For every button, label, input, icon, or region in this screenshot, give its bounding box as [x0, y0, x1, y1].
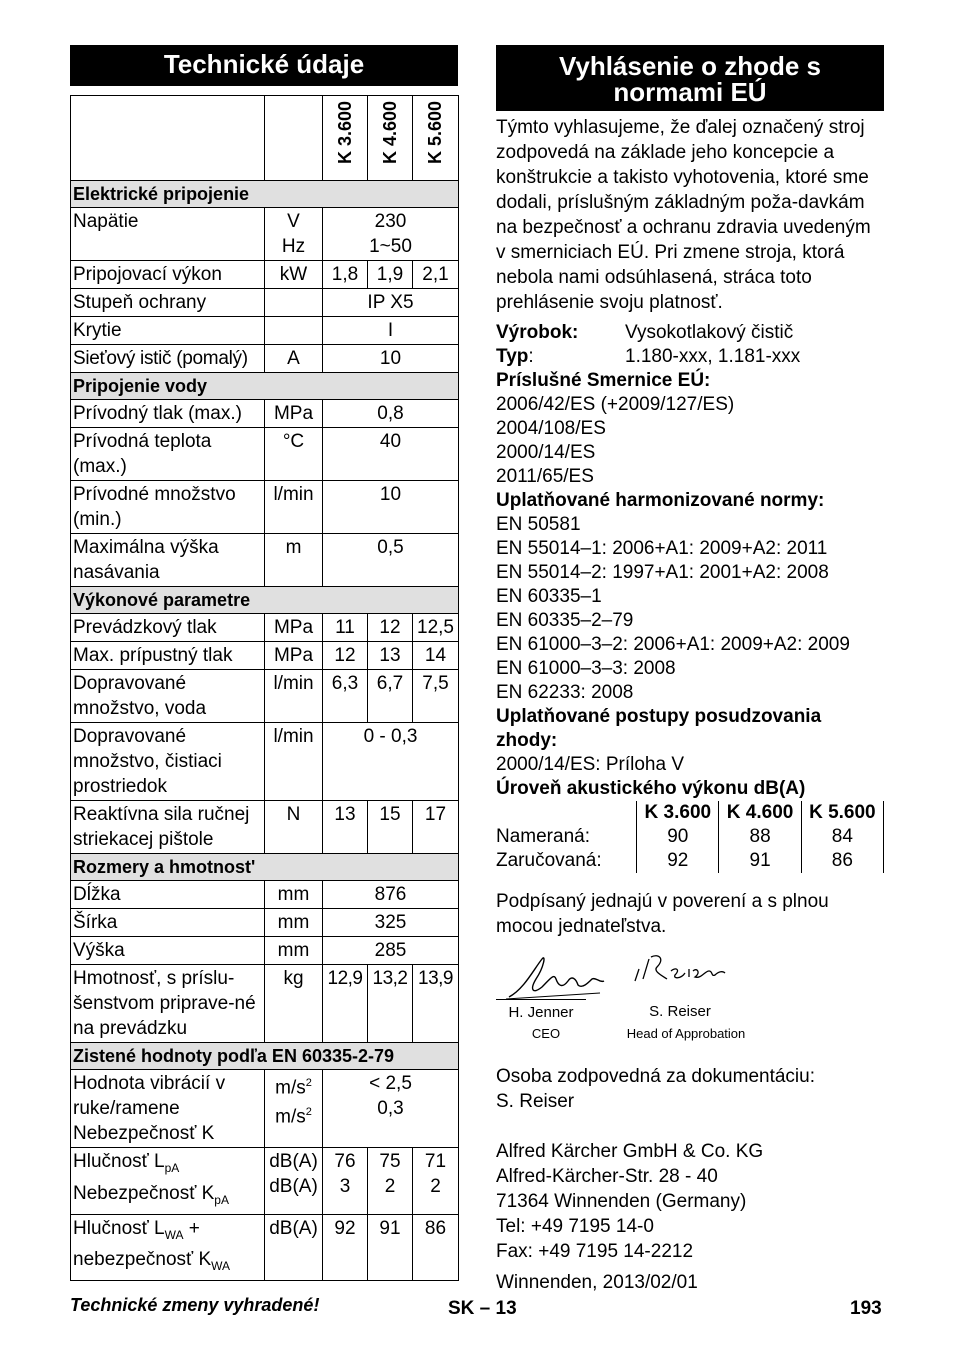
signer1-name: H. Jenner	[496, 999, 586, 1025]
table-row: Maximálna výška nasávania m 0,5	[71, 534, 459, 587]
signature-reiser-icon	[631, 949, 731, 994]
procedures-value: 2000/14/ES: Príloha V	[496, 754, 685, 775]
table-row: Dopravované množstvo, čistiaci prostriedok l/min 0 - 0,3	[71, 723, 459, 801]
table-row: K 3.600 K 4.600 K 5.600	[496, 801, 884, 825]
sound-heading: Úroveň akustického výkonu dB(A)	[496, 778, 806, 799]
directives-heading: Príslušné Smernice EÚ:	[496, 370, 711, 391]
declaration-intro: Týmto vyhlasujeme, že ďalej označený stroj zodpovedá na základe jeho koncepcie a konštrukcie a takisto vyhotovenia, ktoré sme dodali, príslušným základným poža-davkám na bezpečnosť a ochranu zdravia uvedeným v smerniciach EÚ. Pri zmene stroja, ktorá nebola nami odsúhlasená, stráca toto prehlásenie svoju platnosť.	[496, 117, 871, 313]
table-row: Hodnota vibrácií v ruke/ramene Nebezpečnosť K $m/s^2$ $m/s^2$ < 2,5 0,3	[71, 1070, 459, 1148]
signer2-role: Head of Approbation	[626, 1026, 746, 1041]
table-row: Šírka mm 325	[71, 909, 459, 937]
table-row: Dopravované množstvo, voda l/min 6,3 6,7 7,5	[71, 670, 459, 723]
section-header: Pripojenie vody	[71, 373, 459, 400]
norm-item: EN 62233: 2008	[496, 682, 634, 703]
place-date: Winnenden, 2013/02/01	[496, 1272, 698, 1293]
doc-person-name: S. Reiser	[496, 1091, 575, 1112]
norm-item: EN 60335–2–79	[496, 610, 634, 631]
table-row: Sieťový istič (pomalý) A 10	[71, 345, 459, 373]
section-header: Zistené hodnoty podľa EN 60335-2-79	[71, 1043, 459, 1070]
directive-item: 2011/65/ES	[496, 466, 594, 487]
table-row: Prívodné množstvo (min.) l/min 10	[71, 481, 459, 534]
table-row: Hlučnosť $L_{WA}$ + nebezpečnosť $K_{WA}$ dB(A) 92 91 86	[71, 1214, 459, 1281]
procedures-heading: Uplatňované postupy posudzovania zhody:	[496, 706, 822, 751]
norm-item: EN 50581	[496, 514, 581, 535]
section-header: Rozmery a hmotnost'	[71, 854, 459, 881]
product-row: Výrobok: Vysokotlakový čistič	[496, 322, 794, 343]
table-row: Napätie V Hz 230 1~50	[71, 208, 459, 261]
declaration-column	[496, 45, 884, 1295]
signer1-role: CEO	[531, 1026, 561, 1041]
norm-item: EN 61000–3–3: 2008	[496, 658, 676, 679]
technical-data-table	[70, 95, 459, 1281]
norms-heading: Uplatňované harmonizované normy:	[496, 490, 825, 511]
table-row: Prívodný tlak (max.) MPa 0,8	[71, 400, 459, 428]
table-row: Zaručovaná: 92 91 86	[496, 849, 884, 873]
page-label: SK – 13	[448, 1298, 517, 1319]
technical-changes-note: Technické zmeny vyhradené!	[70, 1295, 320, 1316]
table-row: Prívodná teplota (max.) °C 40	[71, 428, 459, 481]
model-header: K 5.600	[425, 101, 445, 165]
directive-item: 2000/14/ES	[496, 442, 596, 463]
page-number: 193	[850, 1298, 882, 1319]
declaration-title: Vyhlásenie o zhode s normami EÚ	[496, 45, 884, 111]
table-row: Pripojovací výkon kW 1,8 1,9 2,1	[71, 261, 459, 289]
directive-item: 2006/42/ES (+2009/127/ES)	[496, 394, 735, 415]
table-row: Stupeň ochrany IP X5	[71, 289, 459, 317]
table-row: Max. prípustný tlak MPa 12 13 14	[71, 642, 459, 670]
technical-data-title: Technické údaje	[70, 45, 458, 86]
norm-item: EN 55014–1: 2006+A1: 2009+A2: 2011	[496, 538, 828, 559]
signer2-name: S. Reiser	[649, 1003, 711, 1020]
table-row: Hmotnosť, s príslu-šenstvom priprave-né na prevádzku kg 12,9 13,2 13,9	[71, 965, 459, 1043]
table-row: Prevádzkový tlak MPa 11 12 12,5	[71, 614, 459, 642]
table-row: Nameraná: 90 88 84	[496, 825, 884, 849]
table-row: Dĺžka mm 876	[71, 881, 459, 909]
table-row: Výška mm 285	[71, 937, 459, 965]
table-row: Krytie I	[71, 317, 459, 345]
model-header: K 4.600	[379, 101, 400, 165]
table-header-row	[71, 96, 459, 181]
norm-item: EN 61000–3–2: 2006+A1: 2009+A2: 2009	[496, 634, 850, 655]
type-row: Typ: 1.180-xxx, 1.181-xxx	[496, 346, 801, 367]
sound-power-table	[496, 801, 884, 873]
directive-item: 2004/108/ES	[496, 418, 606, 439]
section-header: Výkonové parametre	[71, 587, 459, 614]
signatures	[496, 949, 884, 1044]
table-row: Reaktívna sila ručnej striekacej pištole N 13 15 17	[71, 801, 459, 854]
model-header: K 3.600	[334, 101, 355, 165]
norm-item: EN 55014–2: 1997+A1: 2001+A2: 2008	[496, 562, 829, 583]
technical-data-column	[70, 45, 458, 1316]
section-header: Elektrické pripojenie	[71, 181, 459, 208]
company-address: Alfred Kärcher GmbH & Co. KG Alfred-Kärcher-Str. 28 - 40 71364 Winnenden (Germany) Tel: +49 7195 14-0 Fax: +49 7195 14-2212	[496, 1141, 764, 1262]
norm-item: EN 60335–1	[496, 586, 602, 607]
table-row: Hlučnosť $L_{pA}$ Nebezpečnosť $K_{pA}$ dB(A) dB(A) 76 3 75 2 71 2	[71, 1148, 459, 1215]
signed-text: Podpísaný jednajú v poverení a s plnou mocou jednateľstva.	[496, 891, 829, 937]
doc-person-label: Osoba zodpovedná za dokumentáciu:	[496, 1066, 815, 1087]
